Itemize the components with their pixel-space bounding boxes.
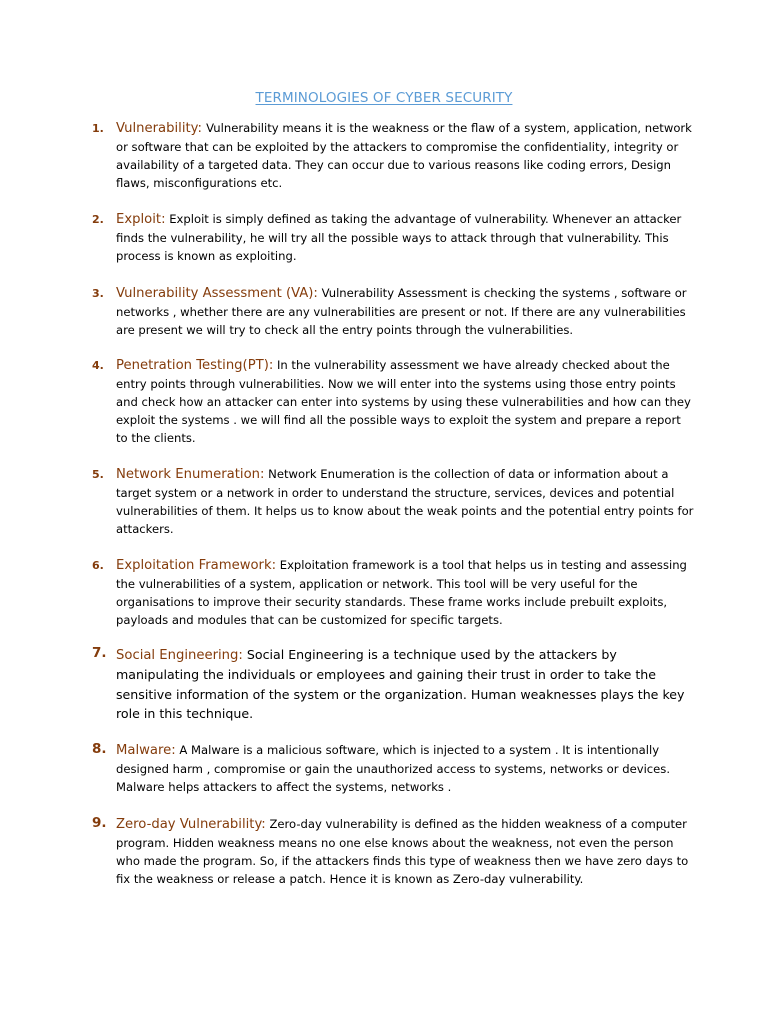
item-content [116, 645, 696, 723]
term-separator: : [197, 121, 207, 136]
item-content [116, 741, 696, 796]
term-name: Penetration Testing(PT): [116, 358, 274, 373]
document-title: TERMINOLOGIES OF CYBER SECURITY [255, 90, 513, 106]
item-number: 6. [92, 559, 104, 572]
term-definition: Exploit is simply defined as taking the advantage of vulnerability. Whenever an attacker finds the vulnerability, he will try all the possible ways to attack through that vulnerability. This process is known as exploiting. [116, 212, 682, 263]
term-name: Malware: [116, 743, 176, 758]
term-name: Exploit: [116, 212, 166, 227]
item-number: 3. [92, 287, 104, 300]
term-definition: Vulnerability Assessment is checking the systems , software or networks , whether there are any vulnerabilities are present or not. If there are any vulnerabilities are present we will try to check all the entry points through the vulnerabilities. [116, 286, 687, 337]
term-name: Vulnerability [116, 121, 198, 136]
term-name: Zero-day Vulnerability: [116, 817, 266, 832]
term-definition: A Malware is a malicious software, which is injected to a system . It is intentionally designed harm , compromise or gain the unauthorized access to systems, networks or devices. Malware helps attackers to affect the systems, networks . [116, 743, 671, 794]
item-number: 1. [92, 122, 104, 135]
item-content [116, 210, 696, 265]
item-content [116, 556, 696, 629]
term-name: Exploitation Framework: [116, 558, 277, 573]
item-number: 4. [92, 359, 104, 372]
item-content [116, 465, 696, 538]
term-definition: Zero-day vulnerability is defined as the hidden weakness of a computer program. Hidden weakness means no one else knows about the weakness, not even the person who made the program. So, if the attackers finds this type of weakness then we have zero days to fix the weakness or release a patch. Hence it is known as Zero-day vulnerability. [116, 817, 689, 886]
item-number: 2. [92, 213, 104, 226]
term-definition: Exploitation framework is a tool that helps us in testing and assessing the vulnerabilities of a system, application or network. This tool will be very useful for the organisations to improve their security standards. These frame works include prebuilt exploits, payloads and modules that can be customized for specific targets. [116, 558, 687, 627]
item-content [116, 815, 696, 888]
term-definition: In the vulnerability assessment we have already checked about the entry points through vulnerabilities. Now we will enter into the systems using those entry points and check how an attacker can enter into systems by using these vulnerabilities and how can they exploit the systems . we will find all the possible ways to exploit the system and prepare a report to the clients. [116, 358, 691, 445]
item-number: 8. [92, 741, 107, 757]
item-number: 7. [92, 645, 107, 661]
term-definition: Social Engineering is a technique used by the attackers by manipulating the individuals or employees and gaining their trust in order to take the sensitive information of the system or the organization. Human weaknesses plays the key role in this technique. [116, 647, 685, 721]
term-name: Network Enumeration: [116, 467, 265, 482]
item-content [116, 356, 696, 447]
item-content [116, 119, 696, 192]
term-definition: Network Enumeration is the collection of data or information about a target system or a network in order to understand the structure, services, devices and potential vulnerabilities of them. It helps us to know about the weak points and the potential entry points for attackers. [116, 467, 694, 536]
item-number: 9. [92, 815, 107, 831]
term-name: Social Engineering: [116, 648, 243, 663]
term-name: Vulnerability Assessment (VA): [116, 286, 318, 301]
term-definition: Vulnerability means it is the weakness or the flaw of a system, application, network or software that can be exploited by the attackers to compromise the confidentiality, integrity or availability of a targeted data. They can occur due to various reasons like coding errors, Design flaws, misconfigurations etc. [116, 121, 692, 190]
item-number: 5. [92, 468, 104, 481]
item-content [116, 284, 696, 339]
